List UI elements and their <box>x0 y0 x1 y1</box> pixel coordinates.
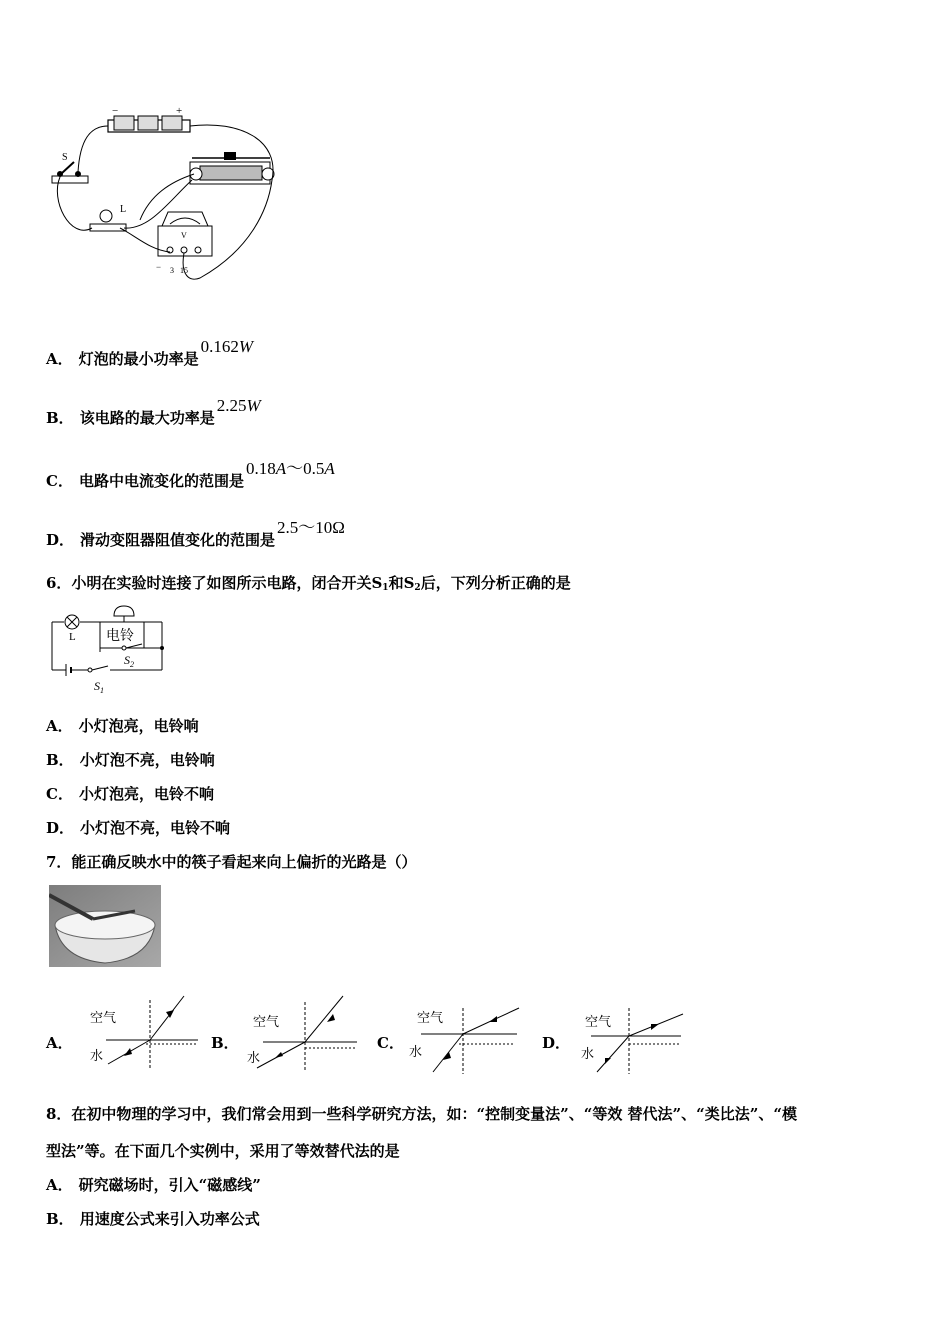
q6-option-c[interactable]: C． 小灯泡亮，电铃不响 <box>46 785 214 803</box>
terminal-minus: − <box>156 262 162 272</box>
option-text: 电路中电流变化的范围是 <box>78 472 244 490</box>
q6-lamp-label: L <box>69 631 76 643</box>
q8-option-a[interactable]: A． 研究磁场时，引入“磁感线” <box>46 1176 261 1194</box>
q6-option-a[interactable]: A． 小灯泡亮，电铃响 <box>46 717 199 735</box>
svg-text:空气: 空气 <box>253 1014 280 1029</box>
q7-diagram-b <box>243 992 361 1072</box>
q6-stem: 6．小明在实验时连接了如图所示电路，闭合开关$S_1$和$S_2$后，下列分析正确的是 <box>46 574 571 593</box>
q7-diagram-d <box>577 1002 687 1076</box>
q8-stem-line1: 8．在初中物理的学习中，我们常会用到一些科学研究方法，如：“控制变量法”、“等效 替代法”、“类比法”、“模 <box>46 1105 798 1123</box>
option-label: B． <box>46 409 74 427</box>
option-label: D． <box>46 531 75 549</box>
terminal-15: 15 <box>180 266 188 275</box>
option-text: 该电路的最大功率是 <box>79 409 215 427</box>
option-math: 0.162W <box>200 337 254 356</box>
q7-option-d[interactable]: D． <box>542 1034 571 1052</box>
option-math: 2.5～10Ω <box>277 518 345 537</box>
q8-stem-line2: 型法”等。在下面几个实例中，采用了等效替代法的是 <box>46 1142 400 1160</box>
lamp-label: L <box>120 204 127 215</box>
q7-bowl-photo <box>49 885 161 967</box>
q7-option-b[interactable]: B． <box>211 1034 239 1052</box>
q7-option-c[interactable]: C． <box>377 1034 404 1052</box>
q6-bell-label: 电铃 <box>106 629 134 644</box>
q5-option-b[interactable] <box>46 396 261 428</box>
option-text: 滑动变阻器阻值变化的范围是 <box>80 531 276 549</box>
q7-diagram-a <box>84 992 202 1072</box>
q5-circuit-figure <box>40 100 290 285</box>
svg-text:水: 水 <box>90 1048 104 1063</box>
q7-stem: 7．能正确反映水中的筷子看起来向上偏折的光路是（） <box>46 853 417 871</box>
q6-circuit-figure <box>44 604 169 696</box>
battery-plus-label: + <box>176 105 183 117</box>
q6-option-b[interactable]: B． 小灯泡不亮，电铃响 <box>46 751 215 769</box>
q7-diagram-c <box>403 1002 523 1076</box>
svg-text:空气: 空气 <box>585 1014 612 1029</box>
option-label: A． <box>46 350 73 368</box>
q6-option-d[interactable]: D． 小灯泡不亮，电铃不响 <box>46 819 231 837</box>
svg-text:空气: 空气 <box>90 1010 117 1025</box>
option-text: 灯泡的最小功率是 <box>78 350 199 368</box>
q5-option-a[interactable] <box>46 337 254 369</box>
option-label: C． <box>46 472 73 490</box>
q5-option-c[interactable] <box>46 459 335 491</box>
q7-option-a[interactable]: A． <box>46 1034 73 1052</box>
q5-option-d[interactable] <box>46 518 345 550</box>
svg-text:水: 水 <box>581 1046 595 1061</box>
switch-label: S <box>62 152 68 163</box>
q6-s2-label: $S_2$ <box>124 653 134 669</box>
svg-text:水: 水 <box>409 1044 423 1059</box>
battery-minus-label: − <box>112 105 119 117</box>
meter-letter: V <box>181 231 187 240</box>
q6-s1-label: $S_1$ <box>94 679 104 695</box>
svg-text:空气: 空气 <box>417 1010 444 1025</box>
option-math: 2.25W <box>216 396 261 415</box>
q8-option-b[interactable]: B． 用速度公式来引入功率公式 <box>46 1210 260 1228</box>
option-math: 0.18A～0.5A <box>245 459 335 478</box>
svg-text:水: 水 <box>247 1050 261 1065</box>
terminal-3: 3 <box>170 266 174 275</box>
